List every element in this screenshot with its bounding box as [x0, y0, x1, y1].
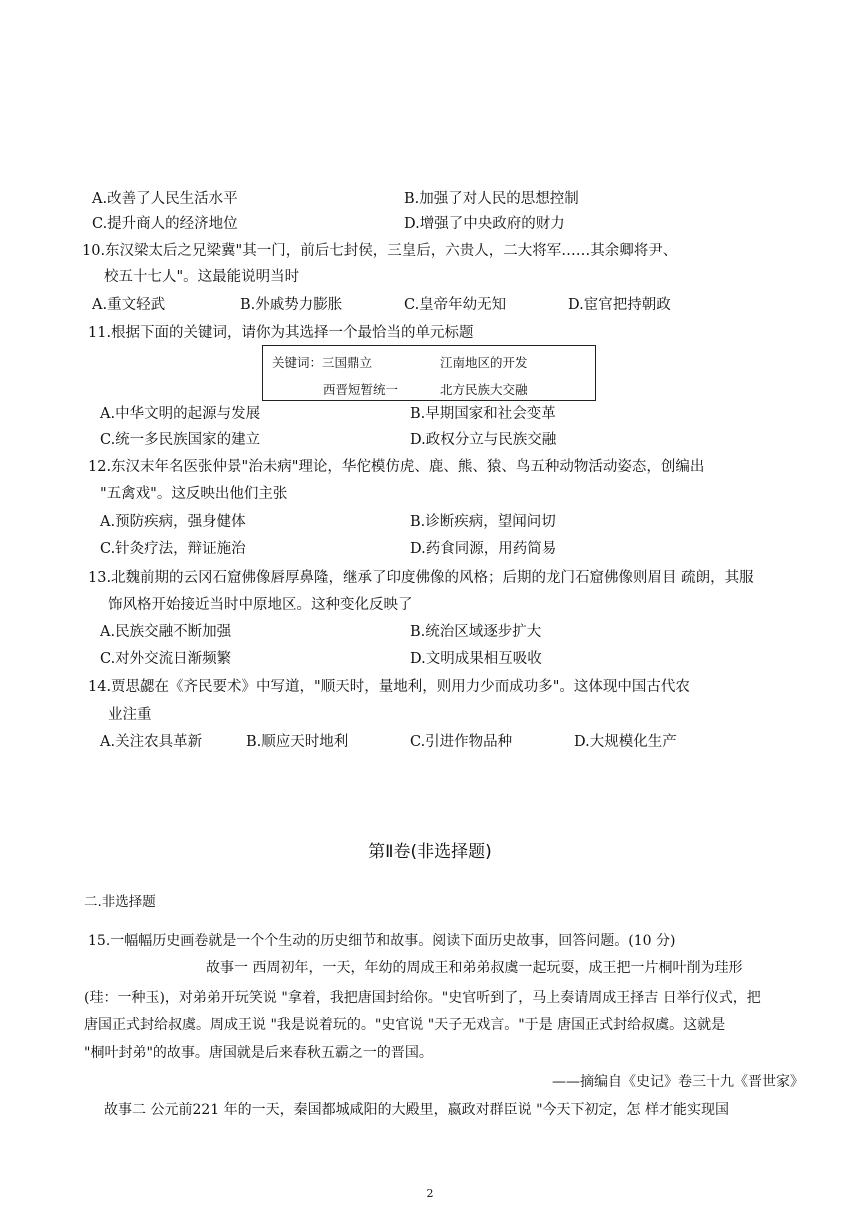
q15-story1-line1: 故事一 西周初年，一天，年幼的周成王和弟弟叔虞一起玩耍，成王把一片桐叶削为珪形 [206, 960, 743, 976]
q15-story1-line2: (珪：一种玉)，对弟弟开玩笑说 "拿着，我把唐国封给你。"史官听到了，马上奏请周成王择吉 日举行仪式，把 [84, 990, 761, 1006]
q12-option-c: C.针灸疗法，辩证施治 [100, 541, 246, 557]
page-number: 2 [426, 1187, 434, 1200]
q9-option-a: A.改善了人民生活水平 [92, 191, 238, 207]
q11-option-d: D.政权分立与民族交融 [410, 432, 557, 448]
q12-option-a: A.预防疾病，强身健体 [100, 514, 246, 530]
section-title: 第Ⅱ卷(非选择题) [368, 842, 492, 862]
q10-option-b: B.外戚势力膨胀 [240, 297, 343, 313]
q15-story2-line1: 故事二 公元前221 年的一天，秦国都城咸阳的大殿里，嬴政对群臣说 "今天下初定，怎 样才能实现国 [104, 1102, 729, 1118]
q14-stem-line1: 14.贾思勰在《齐民要术》中写道，"顺天时，量地利，则用力少而成功多"。这体现中国古代农 [88, 679, 690, 695]
q11-keyword-1: 关键词：三国鼎立 [272, 355, 373, 370]
q10-option-c: C.皇帝年幼无知 [404, 297, 507, 313]
q12-stem-line1: 12.东汉末年名医张仲景"治未病"理论，华佗模仿虎、鹿、熊、猿、鸟五种动物活动姿态，创编出 [88, 459, 705, 475]
q14-option-c: C.引进作物品种 [410, 734, 513, 750]
q12-stem-line2: "五禽戏"。这反映出他们主张 [100, 486, 288, 502]
q13-stem-line2: 饰风格开始接近当时中原地区。这种变化反映了 [108, 597, 413, 613]
q11-keyword-3: 西晋短暂统一 [323, 382, 399, 397]
q11-keyword-4: 北方民族大交融 [440, 382, 528, 397]
q11-keyword-box [262, 345, 596, 401]
q9-option-b: B.加强了对人民的思想控制 [404, 191, 579, 207]
q14-option-a: A.关注农具革新 [100, 734, 203, 750]
q13-stem-line1: 13.北魏前期的云冈石窟佛像唇厚鼻隆，继承了印度佛像的风格；后期的龙门石窟佛像则眉目 疏朗，其服 [88, 570, 754, 586]
q13-option-a: A.民族交融不断加强 [100, 624, 232, 640]
q9-option-c: C.提升商人的经济地位 [92, 216, 238, 232]
q13-option-b: B.统治区域逐步扩大 [410, 624, 542, 640]
q12-option-b: B.诊断疾病，望闻问切 [410, 514, 556, 530]
q9-option-d: D.增强了中央政府的财力 [404, 216, 565, 232]
q14-option-b: B.顺应天时地利 [246, 734, 349, 750]
q10-stem-line2: 校五十七人"。这最能说明当时 [104, 269, 300, 285]
q13-option-c: C.对外交流日渐频繁 [100, 651, 232, 667]
q15-story1-line4: "桐叶封弟"的故事。唐国就是后来春秋五霸之一的晋国。 [84, 1045, 433, 1061]
q11-stem: 11.根据下面的关键词，请你为其选择一个最恰当的单元标题 [88, 325, 474, 341]
q10-option-a: A.重文轻武 [92, 297, 166, 313]
q15-source: ——摘编自《史记》卷三十九《晋世家》 [552, 1074, 804, 1090]
q11-option-a: A.中华文明的起源与发展 [100, 406, 261, 422]
q10-option-d: D.宦官把持朝政 [568, 297, 671, 313]
q11-keyword-2: 江南地区的开发 [440, 355, 528, 370]
q14-stem-line2: 业注重 [108, 707, 152, 723]
q13-option-d: D.文明成果相互吸收 [410, 651, 542, 667]
q11-option-b: B.早期国家和社会变革 [410, 406, 556, 422]
q14-option-d: D.大规模化生产 [574, 734, 677, 750]
q15-stem: 15.一幅幅历史画卷就是一个个生动的历史细节和故事。阅读下面历史故事，回答问题。(10 分) [88, 933, 676, 949]
part2-title: 二.非选择题 [84, 894, 156, 910]
q10-stem-line1: 10.东汉梁太后之兄梁冀"其一门，前后七封侯，三皇后，六贵人，二大将军……其余卿将尹、 [82, 243, 678, 259]
q12-option-d: D.药食同源，用药简易 [410, 541, 557, 557]
q15-story1-line3: 唐国正式封给叔虞。周成王说 "我是说着玩的。"史官说 "天子无戏言。"于是 唐国正式封给叔虞。这就是 [84, 1017, 726, 1033]
q11-option-c: C.统一多民族国家的建立 [100, 432, 261, 448]
